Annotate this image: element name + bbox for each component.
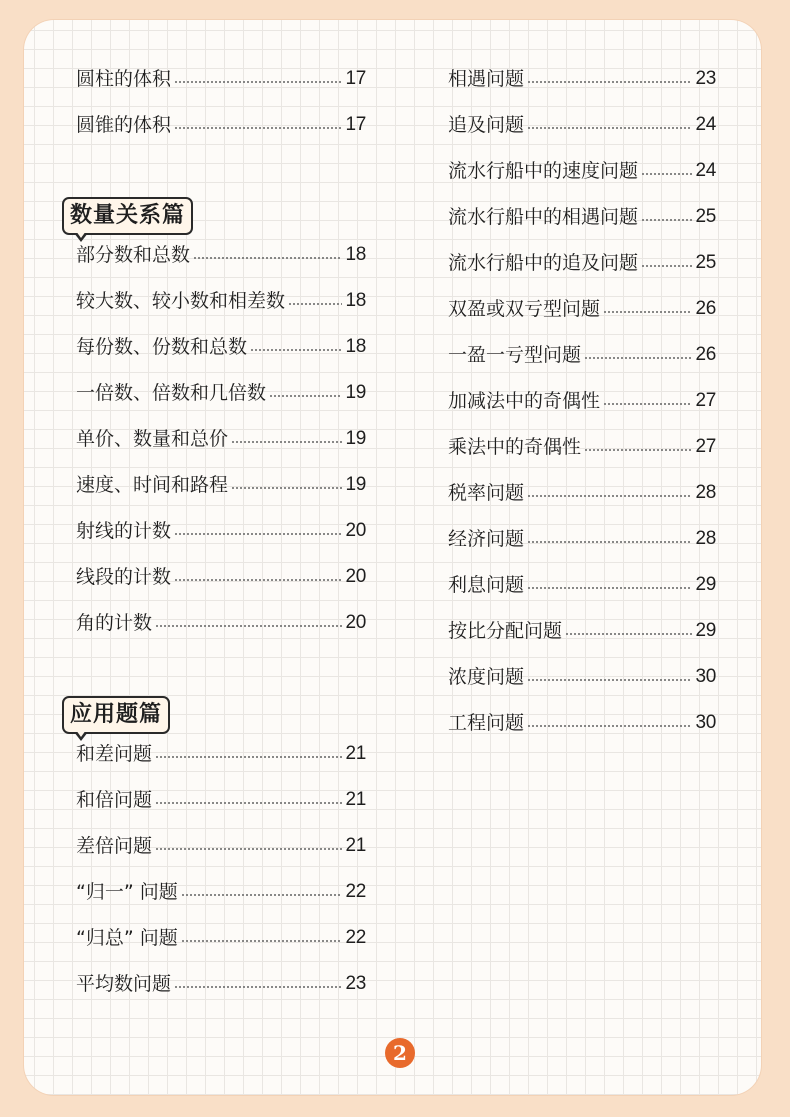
toc-entry-title: 圆柱的体积 bbox=[76, 68, 172, 90]
toc-entry-title: 双盈或双亏型问题 bbox=[448, 298, 601, 320]
toc-entry-title: 追及问题 bbox=[448, 114, 525, 136]
toc-entry[interactable] bbox=[76, 424, 366, 454]
toc-entry-page: 21 bbox=[345, 835, 366, 856]
toc-entry[interactable] bbox=[76, 562, 366, 592]
toc-entry[interactable] bbox=[76, 969, 366, 999]
toc-entry-title: 一盈一亏型问题 bbox=[448, 344, 582, 366]
leader-dots bbox=[174, 127, 342, 129]
leader-dots bbox=[527, 587, 692, 589]
section-tag-label: 应用题篇 bbox=[70, 702, 163, 727]
leader-dots bbox=[527, 495, 692, 497]
leader-dots bbox=[288, 303, 342, 305]
toc-entry[interactable] bbox=[448, 156, 716, 186]
leader-dots bbox=[231, 441, 342, 443]
leader-dots bbox=[174, 986, 342, 988]
toc-entry[interactable] bbox=[76, 378, 366, 408]
toc-entry-page: 18 bbox=[345, 336, 366, 357]
toc-entry-title: “归总” 问题 bbox=[76, 927, 178, 949]
toc-entry[interactable] bbox=[448, 248, 716, 278]
toc-entry-title: 射线的计数 bbox=[76, 520, 172, 542]
toc-entry[interactable] bbox=[448, 708, 716, 738]
toc-entry-title: 加减法中的奇偶性 bbox=[448, 390, 601, 412]
toc-entry-page: 22 bbox=[345, 881, 366, 902]
leader-dots bbox=[174, 81, 342, 83]
toc-entry[interactable] bbox=[76, 608, 366, 638]
toc-entry[interactable] bbox=[76, 470, 366, 500]
toc-entry-title: 速度、时间和路程 bbox=[76, 474, 229, 496]
section-tag-quantity bbox=[62, 197, 193, 235]
leader-dots bbox=[174, 533, 342, 535]
toc-entry-title: “归一” 问题 bbox=[76, 881, 178, 903]
leader-dots bbox=[603, 311, 692, 313]
toc-entry-page: 17 bbox=[345, 114, 366, 135]
toc-entry[interactable] bbox=[76, 516, 366, 546]
leader-dots bbox=[155, 848, 342, 850]
section-tag-application bbox=[62, 696, 170, 734]
toc-entry-title: 和倍问题 bbox=[76, 789, 153, 811]
toc-entry-title: 较大数、较小数和相差数 bbox=[76, 290, 286, 312]
leader-dots bbox=[527, 725, 692, 727]
toc-entry-title: 流水行船中的速度问题 bbox=[448, 160, 639, 182]
toc-entry[interactable] bbox=[76, 739, 366, 769]
toc-entry-page: 18 bbox=[345, 290, 366, 311]
page-number-badge bbox=[385, 1038, 415, 1068]
leader-dots bbox=[641, 219, 692, 221]
toc-entry-title: 和差问题 bbox=[76, 743, 153, 765]
toc-entry-page: 24 bbox=[695, 160, 716, 181]
toc-entry-title: 按比分配问题 bbox=[448, 620, 563, 642]
toc-entry-page: 26 bbox=[695, 344, 716, 365]
toc-entry[interactable] bbox=[448, 386, 716, 416]
leader-dots bbox=[584, 357, 692, 359]
leader-dots bbox=[584, 449, 692, 451]
toc-entry[interactable] bbox=[448, 662, 716, 692]
toc-entry-page: 18 bbox=[345, 244, 366, 265]
toc-entry-page: 22 bbox=[345, 927, 366, 948]
toc-entry-page: 25 bbox=[695, 206, 716, 227]
toc-entry-title: 平均数问题 bbox=[76, 973, 172, 995]
toc-entry[interactable] bbox=[448, 64, 716, 94]
toc-entry[interactable] bbox=[448, 616, 716, 646]
toc-entry-title: 流水行船中的追及问题 bbox=[448, 252, 639, 274]
toc-entry-page: 23 bbox=[345, 973, 366, 994]
toc-entry-title: 角的计数 bbox=[76, 612, 153, 634]
leader-dots bbox=[193, 257, 342, 259]
page-number: 2 bbox=[393, 1041, 407, 1065]
toc-entry[interactable] bbox=[76, 110, 366, 140]
toc-entry-title: 部分数和总数 bbox=[76, 244, 191, 266]
toc-entry-title: 差倍问题 bbox=[76, 835, 153, 857]
leader-dots bbox=[527, 81, 692, 83]
toc-entry[interactable] bbox=[448, 340, 716, 370]
toc-entry-page: 30 bbox=[695, 712, 716, 733]
leader-dots bbox=[174, 579, 342, 581]
toc-entry-title: 相遇问题 bbox=[448, 68, 525, 90]
toc-entry[interactable] bbox=[76, 240, 366, 270]
toc-entry-page: 19 bbox=[345, 428, 366, 449]
toc-entry[interactable] bbox=[76, 923, 366, 953]
toc-entry-page: 27 bbox=[695, 390, 716, 411]
toc-entry-title: 线段的计数 bbox=[76, 566, 172, 588]
toc-entry-title: 浓度问题 bbox=[448, 666, 525, 688]
toc-entry-title: 每份数、份数和总数 bbox=[76, 336, 248, 358]
toc-entry-page: 21 bbox=[345, 743, 366, 764]
leader-dots bbox=[181, 940, 343, 942]
toc-entry-page: 28 bbox=[695, 482, 716, 503]
toc-entry[interactable] bbox=[76, 831, 366, 861]
leader-dots bbox=[155, 756, 342, 758]
toc-entry-title: 工程问题 bbox=[448, 712, 525, 734]
toc-entry-title: 流水行船中的相遇问题 bbox=[448, 206, 639, 228]
toc-entry[interactable] bbox=[448, 202, 716, 232]
toc-entry-page: 23 bbox=[695, 68, 716, 89]
toc-entry-title: 利息问题 bbox=[448, 574, 525, 596]
toc-entry-page: 19 bbox=[345, 474, 366, 495]
toc-entry-page: 20 bbox=[345, 520, 366, 541]
toc-entry[interactable] bbox=[76, 332, 366, 362]
leader-dots bbox=[603, 403, 692, 405]
section-tag-label: 数量关系篇 bbox=[70, 203, 186, 228]
leader-dots bbox=[155, 625, 342, 627]
toc-entry-title: 圆锥的体积 bbox=[76, 114, 172, 136]
toc-entry-title: 经济问题 bbox=[448, 528, 525, 550]
toc-entry-page: 17 bbox=[345, 68, 366, 89]
toc-entry-page: 27 bbox=[695, 436, 716, 457]
toc-entry-page: 20 bbox=[345, 612, 366, 633]
toc-entry[interactable] bbox=[448, 570, 716, 600]
toc-entry[interactable] bbox=[448, 524, 716, 554]
leader-dots bbox=[155, 802, 342, 804]
toc-entry[interactable] bbox=[448, 294, 716, 324]
leader-dots bbox=[641, 173, 692, 175]
toc-entry[interactable] bbox=[76, 286, 366, 316]
leader-dots bbox=[269, 395, 342, 397]
toc-entry-page: 29 bbox=[695, 620, 716, 641]
toc-entry-page: 20 bbox=[345, 566, 366, 587]
leader-dots bbox=[250, 349, 342, 351]
leader-dots bbox=[641, 265, 692, 267]
toc-entry-page: 29 bbox=[695, 574, 716, 595]
toc-entry[interactable] bbox=[76, 64, 366, 94]
toc-entry-page: 24 bbox=[695, 114, 716, 135]
leader-dots bbox=[527, 679, 692, 681]
toc-entry[interactable] bbox=[76, 877, 366, 907]
toc-entry-page: 28 bbox=[695, 528, 716, 549]
leader-dots bbox=[527, 541, 692, 543]
leader-dots bbox=[527, 127, 692, 129]
toc-entry[interactable] bbox=[448, 110, 716, 140]
toc-entry-title: 税率问题 bbox=[448, 482, 525, 504]
toc-entry[interactable] bbox=[76, 785, 366, 815]
toc-entry-title: 一倍数、倍数和几倍数 bbox=[76, 382, 267, 404]
leader-dots bbox=[181, 894, 343, 896]
toc-entry-page: 26 bbox=[695, 298, 716, 319]
toc-entry[interactable] bbox=[448, 432, 716, 462]
toc-entry-title: 单价、数量和总价 bbox=[76, 428, 229, 450]
leader-dots bbox=[231, 487, 342, 489]
toc-entry-page: 21 bbox=[345, 789, 366, 810]
toc-entry-page: 25 bbox=[695, 252, 716, 273]
toc-entry-page: 30 bbox=[695, 666, 716, 687]
leader-dots bbox=[565, 633, 692, 635]
toc-entry-page: 19 bbox=[345, 382, 366, 403]
toc-entry-title: 乘法中的奇偶性 bbox=[448, 436, 582, 458]
toc-entry[interactable] bbox=[448, 478, 716, 508]
